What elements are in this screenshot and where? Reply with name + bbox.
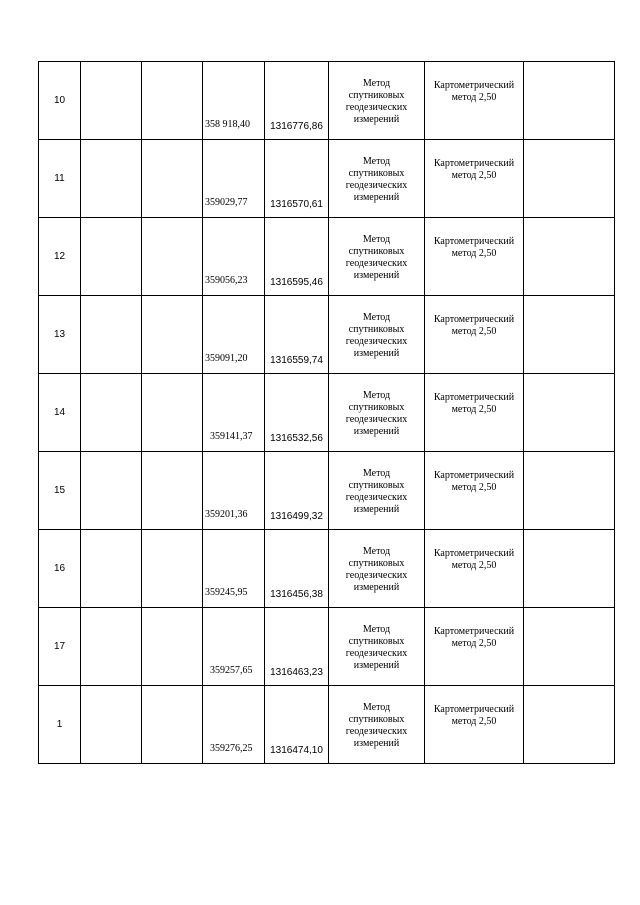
table-row <box>39 218 615 296</box>
method-line: спутниковых <box>348 479 405 491</box>
method-cell <box>329 530 425 608</box>
method-line: геодезических <box>345 569 408 581</box>
y-coordinate: 1316474,10 <box>265 686 329 764</box>
point-number: 1 <box>39 686 81 764</box>
method-line: измерений <box>353 425 400 437</box>
accuracy-line: Картометрический <box>433 548 515 559</box>
method-line: спутниковых <box>348 401 405 413</box>
accuracy-line: Картометрический <box>433 704 515 715</box>
empty-cell <box>142 218 203 296</box>
empty-cell <box>81 686 142 764</box>
method-line: геодезических <box>345 257 408 269</box>
empty-cell <box>142 686 203 764</box>
point-number: 16 <box>39 530 81 608</box>
empty-cell <box>81 140 142 218</box>
method-line: измерений <box>353 191 400 203</box>
method-line: Метод <box>362 467 391 479</box>
accuracy-cell <box>425 452 524 530</box>
x-coordinate: 359029,77 <box>203 140 265 218</box>
y-coordinate: 1316776,86 <box>265 62 329 140</box>
point-number: 17 <box>39 608 81 686</box>
method-line: спутниковых <box>348 167 405 179</box>
empty-cell <box>81 452 142 530</box>
point-number: 11 <box>39 140 81 218</box>
accuracy-cell <box>425 140 524 218</box>
point-number: 12 <box>39 218 81 296</box>
method-line: измерений <box>353 113 400 125</box>
table-row <box>39 530 615 608</box>
method-cell <box>329 62 425 140</box>
accuracy-line: метод 2,50 <box>451 716 497 727</box>
empty-cell <box>524 218 615 296</box>
empty-cell <box>524 140 615 218</box>
accuracy-line: Картометрический <box>433 236 515 247</box>
table-row <box>39 296 615 374</box>
method-line: геодезических <box>345 335 408 347</box>
accuracy-cell <box>425 686 524 764</box>
x-coordinate: 359201,36 <box>203 452 265 530</box>
method-line: Метод <box>362 311 391 323</box>
empty-cell <box>81 608 142 686</box>
empty-cell <box>142 452 203 530</box>
empty-cell <box>524 452 615 530</box>
accuracy-cell <box>425 608 524 686</box>
accuracy-line: метод 2,50 <box>451 92 497 103</box>
method-cell <box>329 218 425 296</box>
empty-cell <box>142 296 203 374</box>
method-cell <box>329 452 425 530</box>
method-line: измерений <box>353 269 400 281</box>
method-cell <box>329 608 425 686</box>
accuracy-line: Картометрический <box>433 392 515 403</box>
method-cell <box>329 686 425 764</box>
empty-cell <box>81 62 142 140</box>
x-coordinate: 359245,95 <box>203 530 265 608</box>
table-row <box>39 608 615 686</box>
x-coordinate: 358 918,40 <box>203 62 265 140</box>
point-number: 10 <box>39 62 81 140</box>
method-line: геодезических <box>345 413 408 425</box>
method-line: спутниковых <box>348 245 405 257</box>
accuracy-cell <box>425 530 524 608</box>
accuracy-line: Картометрический <box>433 158 515 169</box>
empty-cell <box>524 62 615 140</box>
accuracy-cell <box>425 218 524 296</box>
y-coordinate: 1316463,23 <box>265 608 329 686</box>
method-line: измерений <box>353 503 400 515</box>
empty-cell <box>524 530 615 608</box>
method-line: геодезических <box>345 101 408 113</box>
accuracy-cell <box>425 62 524 140</box>
x-coordinate: 359056,23 <box>203 218 265 296</box>
table-row <box>39 62 615 140</box>
accuracy-line: Картометрический <box>433 314 515 325</box>
accuracy-line: Картометрический <box>433 80 515 91</box>
method-cell <box>329 374 425 452</box>
accuracy-line: Картометрический <box>433 626 515 637</box>
empty-cell <box>81 218 142 296</box>
y-coordinate: 1316499,32 <box>265 452 329 530</box>
method-line: Метод <box>362 77 391 89</box>
method-line: Метод <box>362 233 391 245</box>
table-row <box>39 374 615 452</box>
x-coordinate: 359141,37 <box>203 374 265 452</box>
point-number: 14 <box>39 374 81 452</box>
accuracy-line: метод 2,50 <box>451 170 497 181</box>
table-row <box>39 686 615 764</box>
accuracy-line: метод 2,50 <box>451 638 497 649</box>
method-line: Метод <box>362 623 391 635</box>
empty-cell <box>142 62 203 140</box>
y-coordinate: 1316456,38 <box>265 530 329 608</box>
accuracy-line: метод 2,50 <box>451 404 497 415</box>
accuracy-line: Картометрический <box>433 470 515 481</box>
method-line: спутниковых <box>348 713 405 725</box>
accuracy-cell <box>425 374 524 452</box>
point-number: 15 <box>39 452 81 530</box>
accuracy-line: метод 2,50 <box>451 248 497 259</box>
accuracy-line: метод 2,50 <box>451 326 497 337</box>
method-line: геодезических <box>345 491 408 503</box>
method-line: измерений <box>353 737 400 749</box>
empty-cell <box>81 374 142 452</box>
method-line: спутниковых <box>348 557 405 569</box>
y-coordinate: 1316559,74 <box>265 296 329 374</box>
method-line: измерений <box>353 581 400 593</box>
method-line: измерений <box>353 659 400 671</box>
empty-cell <box>524 686 615 764</box>
coordinates-table <box>38 61 615 764</box>
empty-cell <box>142 530 203 608</box>
method-cell <box>329 140 425 218</box>
table-row <box>39 140 615 218</box>
accuracy-cell <box>425 296 524 374</box>
method-line: спутниковых <box>348 89 405 101</box>
method-line: геодезических <box>345 647 408 659</box>
method-line: спутниковых <box>348 635 405 647</box>
accuracy-line: метод 2,50 <box>451 560 497 571</box>
y-coordinate: 1316532,56 <box>265 374 329 452</box>
x-coordinate: 359091,20 <box>203 296 265 374</box>
x-coordinate: 359276,25 <box>203 686 265 764</box>
empty-cell <box>524 296 615 374</box>
empty-cell <box>142 140 203 218</box>
empty-cell <box>524 608 615 686</box>
method-line: измерений <box>353 347 400 359</box>
table-row <box>39 452 615 530</box>
method-line: геодезических <box>345 725 408 737</box>
y-coordinate: 1316595,46 <box>265 218 329 296</box>
empty-cell <box>142 374 203 452</box>
method-line: Метод <box>362 155 391 167</box>
method-line: Метод <box>362 545 391 557</box>
accuracy-line: метод 2,50 <box>451 482 497 493</box>
empty-cell <box>142 608 203 686</box>
method-line: геодезических <box>345 179 408 191</box>
method-cell <box>329 296 425 374</box>
point-number: 13 <box>39 296 81 374</box>
x-coordinate: 359257,65 <box>203 608 265 686</box>
empty-cell <box>81 296 142 374</box>
method-line: Метод <box>362 389 391 401</box>
method-line: спутниковых <box>348 323 405 335</box>
y-coordinate: 1316570,61 <box>265 140 329 218</box>
empty-cell <box>81 530 142 608</box>
empty-cell <box>524 374 615 452</box>
method-line: Метод <box>362 701 391 713</box>
